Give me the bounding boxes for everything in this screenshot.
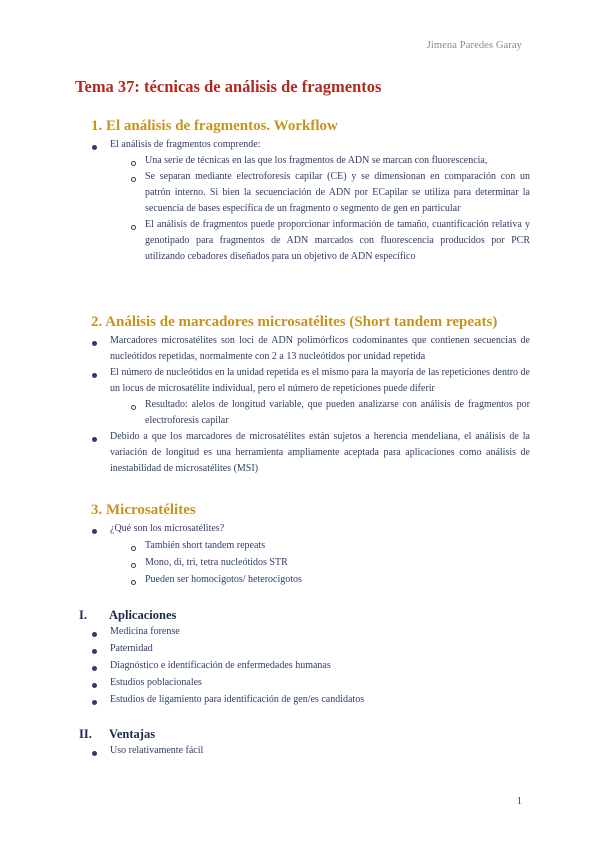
bullet-circle <box>131 161 136 166</box>
applications-item: Diagnóstico e identificación de enfermedades humanas <box>110 660 331 671</box>
bullet-dot <box>92 751 97 756</box>
section-1-sub-3: El análisis de fragmentos puede proporcionar información de tamaño, cuantificación relativa y genotipado para fragmentos de ADN marcados con fluorescencia producidos por PCR utilizando cebadores diseñados para un objetivo de ADN específico <box>145 219 530 262</box>
section-3-sub-3: Pueden ser homocigotos/ heterocigotos <box>145 574 302 585</box>
bullet-dot <box>92 437 97 442</box>
applications-heading <box>79 608 176 623</box>
bullet-dot <box>92 373 97 378</box>
applications-item: Medicina forense <box>110 626 180 637</box>
page-number: 1 <box>516 796 522 807</box>
advantages-title: Ventajas <box>109 727 156 741</box>
section-3-sub-2: Mono, di, tri, tetra nucleótidos STR <box>145 557 288 568</box>
bullet-dot <box>92 145 97 150</box>
applications-number: I. <box>79 608 87 622</box>
section-1-sub-1: Una serie de técnicas en las que los fragmentos de ADN se marcan con fluorescencia, <box>145 155 488 166</box>
bullet-circle <box>131 580 136 585</box>
section-1-heading: 1. El análisis de fragmentos. Workflow <box>91 118 338 134</box>
section-3-bullet-1: ¿Qué son los microsatélites? <box>110 523 225 534</box>
advantages-item: Uso relativamente fácil <box>110 745 204 756</box>
section-2-sub-1: Resultado: alelos de longitud variable, que pueden analizarse con análisis de fragmentos por electroforesis capilar <box>145 399 530 426</box>
section-2-heading: 2. Análisis de marcadores microsatélites (Short tandem repeats) <box>91 314 498 330</box>
header-author: Jimena Paredes Garay <box>426 40 522 51</box>
bullet-dot <box>92 632 97 637</box>
section-2-bullet-2: El número de nucleótidos en la unidad repetida es el mismo para la mayoría de las repeticiones dentro de un locus de microsatélite individual, pero el número de repeticiones puede diferir <box>110 367 530 394</box>
bullet-circle <box>131 563 136 568</box>
bullet-dot <box>92 649 97 654</box>
section-1-bullet-1: El análisis de fragmentos comprende: <box>110 139 261 150</box>
bullet-circle <box>131 177 136 182</box>
advantages-number: II. <box>79 727 92 741</box>
applications-title: Aplicaciones <box>109 608 177 622</box>
section-3-sub-1: También short tandem repeats <box>145 540 266 551</box>
bullet-dot <box>92 529 97 534</box>
applications-item: Paternidad <box>110 643 153 654</box>
bullet-dot <box>92 683 97 688</box>
section-2-bullet-3: Debido a que los marcadores de microsatélites están sujetos a herencia mendeliana, el análisis de la variación de longitud es una herramienta ampliamente aceptada para aplicaciones como análisis de inestabilidad de microsatélites (MSI) <box>110 431 530 474</box>
advantages-heading <box>79 727 155 742</box>
applications-item: Estudios poblacionales <box>110 677 202 688</box>
section-2-bullet-1: Marcadores microsatélites son loci de ADN polimórficos codominantes que contienen secuencias de nucleótidos repetidas, normalmente con 2 a 13 nucleótidos por unidad repetida <box>110 335 530 362</box>
bullet-dot <box>92 341 97 346</box>
bullet-circle <box>131 546 136 551</box>
bullet-circle <box>131 225 136 230</box>
page-title: Tema 37: técnicas de análisis de fragmentos <box>75 77 382 96</box>
section-3-heading: 3. Microsatélites <box>91 502 196 518</box>
bullet-dot <box>92 700 97 705</box>
bullet-circle <box>131 405 136 410</box>
section-1-sub-2: Se separan mediante electroforesis capilar (CE) y se dimensionan en comparación con un patrón interno. Si bien la secuenciación de ADN por ECapilar se utiliza para determinar la secuencia de bases específica de un fragmento o segmento de gen en particular <box>145 171 530 214</box>
applications-item: Estudios de ligamiento para identificación de gen/es candidatos <box>110 694 365 705</box>
bullet-dot <box>92 666 97 671</box>
